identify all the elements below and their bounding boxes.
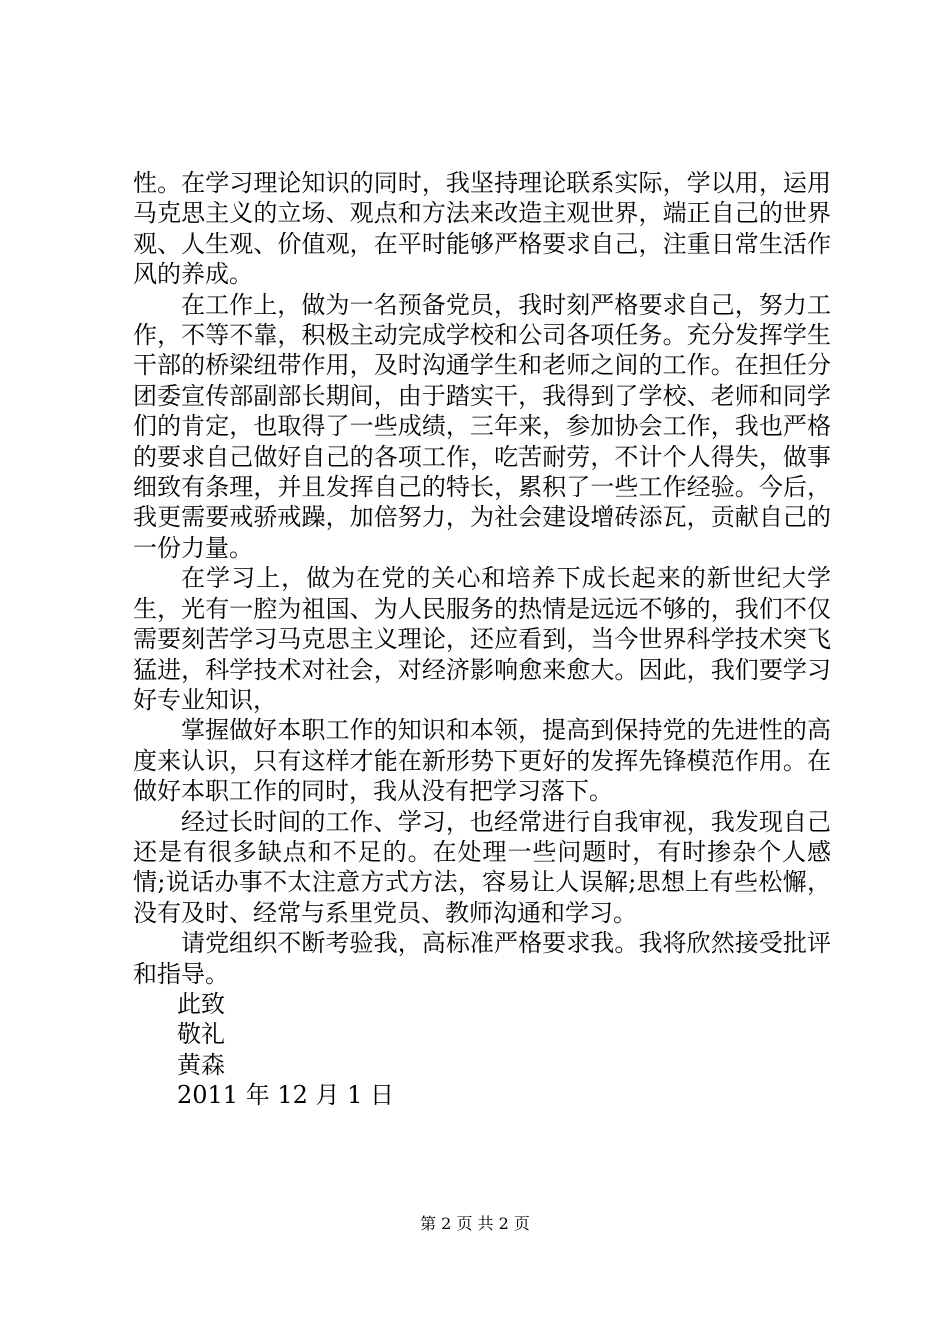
paragraph-work: 在工作上，做为一名预备党员，我时刻严格要求自己，努力工作，不等不靠，积极主动完成学校和公司各项任务。充分发挥学生干部的桥梁纽带作用，及时沟通学生和老师之间的工作。在担任分团委宣传部副部长期间，由于踏实干，我得到了学校、老师和同学们的肯定，也取得了一些成绩，三年来，参加协会工作，我也严格的要求自己做好自己的各项工作，吃苦耐劳，不计个人得失，做事细致有条理，并且发挥自己的特长，累积了一些工作经验。今后，我更需要戒骄戒躁，加倍努力，为社会建设增砖添瓦，贡献自己的一份力量。	[133, 290, 831, 562]
document-body	[133, 168, 831, 1111]
paragraph-skills: 掌握做好本职工作的知识和本领，提高到保持党的先进性的高度来认识，只有这样才能在新形势下更好的发挥先锋模范作用。在做好本职工作的同时，我从没有把学习落下。	[133, 716, 831, 806]
paragraph-self-review: 经过长时间的工作、学习，也经常进行自我审视，我发现自己还是有很多缺点和不足的。在处理一些问题时，有时掺杂个人感情;说话办事不太注意方式方法，容易让人误解;思想上有些松懈，没有及时、经常与系里党员、教师沟通和学习。	[133, 807, 831, 927]
paragraph-study: 在学习上，做为在党的关心和培养下成长起来的新世纪大学生，光有一腔为祖国、为人民服务的热情是远远不够的，我们不仅需要刻苦学习马克思主义理论，还应看到，当今世界科学技术突飞猛进，科学技术对社会，对经济影响愈来愈大。因此，我们要学习好专业知识，	[133, 564, 831, 714]
page-footer: 第 2 页 共 2 页	[420, 1214, 530, 1233]
signature: 黄森	[177, 1050, 225, 1079]
paragraph-request: 请党组织不断考验我，高标准严格要求我。我将欣然接受批评和指导。	[133, 929, 831, 988]
letter-date: 2011 年 12 月 1 日	[177, 1081, 395, 1110]
closing-salutation: 此致	[177, 989, 225, 1018]
closing-regards: 敬礼	[177, 1020, 225, 1049]
paragraph-continuation: 性。在学习理论知识的同时，我坚持理论联系实际，学以用，运用马克思主义的立场、观点和方法来改造主观世界，端正自己的世界观、人生观、价值观，在平时能够严格要求自己，注重日常生活作风的养成。	[133, 169, 831, 289]
